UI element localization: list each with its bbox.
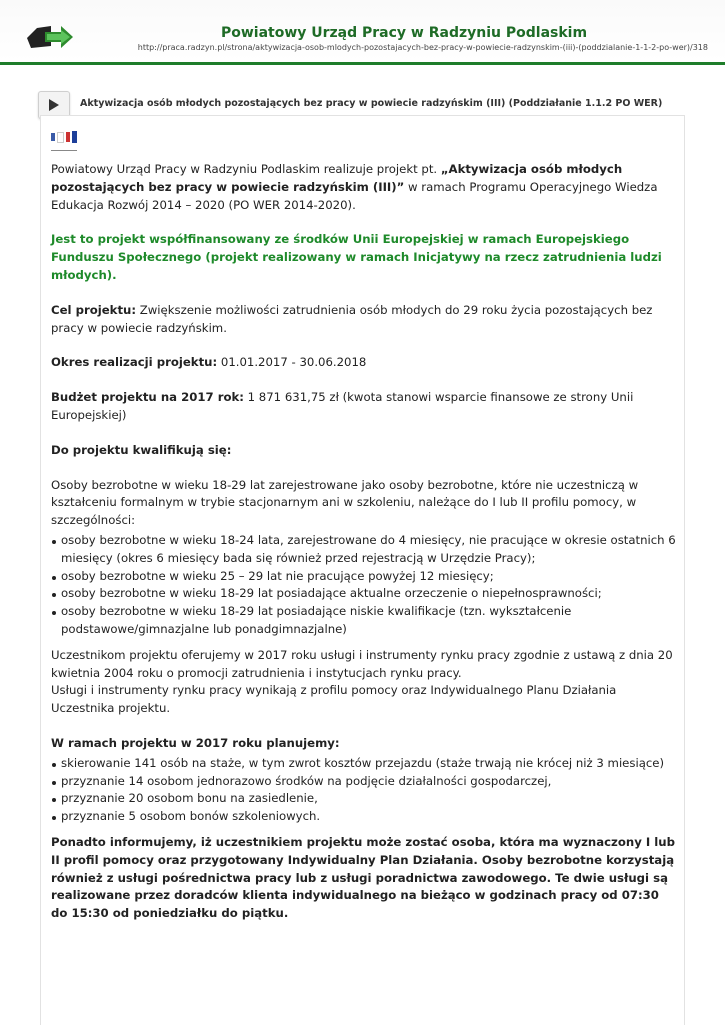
- site-header: [0, 0, 725, 65]
- cofinance-note: Jest to projekt współfinansowany ze środków Unii Europejskiej w ramach Europejskiego Funduszu Społecznego (projekt realizowany w ramach Inicjatywy na rzecz zatrudnienia ludzi młodych).: [51, 232, 662, 282]
- qualify-intro: Osoby bezrobotne w wieku 18-29 lat zarejestrowane jako osoby bezrobotne, które nie uczestniczą w kształceniu formalnym w trybie stacjonarnym ani w szkoleniu, należące do I lub II profilu pomocy, w szczególności:: [51, 477, 639, 528]
- project-period: Okres realizacji projektu: 01.01.2017 - 30.06.2018: [51, 355, 367, 370]
- page-url: http://praca.radzyn.pl/strona/aktywizacja-osob-mlodych-pozostajacych-bez-pracy-w-powiecie-radzynskim-(iii)-(poddzialanie-1-1-2-po-wer)/318: [137, 43, 708, 52]
- article-header: [0, 77, 725, 113]
- offer-paragraph-1: Uczestnikom projektu oferujemy w 2017 roku usługi i instrumenty rynku pracy zgodnie z ustawą z dnia 20 kwietnia 2004 roku o promocji zatrudnienia i instytucjach rynku pracy.: [51, 647, 673, 680]
- list-item: przyznanie 5 osobom bonów szkoleniowych.: [61, 808, 676, 826]
- list-item: osoby bezrobotne w wieku 25 – 29 lat nie pracujące powyżej 12 miesięcy;: [61, 568, 676, 586]
- article-card: [40, 115, 685, 1025]
- pup-logo-icon[interactable]: [27, 22, 75, 52]
- project-budget: Budżet projektu na 2017 rok: 1 871 631,75 zł (kwota stanowi wsparcie finansowe ze strony Unii Europejskiej): [51, 390, 634, 422]
- qualify-heading: Do projektu kwalifikują się:: [51, 442, 232, 457]
- list-item: osoby bezrobotne w wieku 18-29 lat posiadające aktualne orzeczenie o niepełnosprawności;: [61, 585, 676, 603]
- eu-logos-thumbnail: [51, 130, 77, 151]
- play-arrow-icon: [48, 98, 60, 112]
- offer-paragraph-2: Usługi i instrumenty rynku pracy wynikają z profilu pomocy oraz Indywidualnego Planu Działania Uczestnika projektu.: [51, 683, 617, 716]
- plan-list: [51, 755, 676, 826]
- closing-paragraph: Ponadto informujemy, iż uczestnikiem projektu może zostać osoba, która ma wyznaczony I lub II profil pomocy oraz przygotowany Indywidualny Plan Działania. Osoby bezrobotne korzystają również z usługi pośrednictwa pracy lub z usługi poradnictwa zawodowego. Te dwie usługi są realizowane przez doradców klienta indywidualnego na bieżąco w godzinach pracy od 07:30 do 15:30 od poniedziałku do piątku.: [51, 834, 675, 921]
- article-title: Aktywizacja osób młodych pozostających bez pracy w powiecie radzyńskim (III) (Poddziałanie 1.1.2 PO WER): [80, 98, 663, 109]
- list-item: przyznanie 20 osobom bonu na zasiedlenie,: [61, 790, 676, 808]
- article-content: [41, 116, 676, 923]
- list-item: skierowanie 141 osób na staże, w tym zwrot kosztów przejazdu (staże trwają nie krócej niż 3 miesiące): [61, 755, 676, 773]
- eu-funds-icon: [51, 130, 77, 144]
- qualify-list: [51, 532, 676, 639]
- list-item: osoby bezrobotne w wieku 18-29 lat posiadające niskie kwalifikacje (tzn. wykształcenie podstawowe/gimnazjalne lub ponadgimnazjalne): [61, 603, 676, 639]
- site-title[interactable]: Powiatowy Urząd Pracy w Radzyniu Podlaskim: [220, 25, 588, 41]
- project-goal: Cel projektu: Zwiększenie możliwości zatrudnienia osób młodych do 29 roku życia pozostających bez pracy w powiecie radzyńskim.: [51, 302, 653, 335]
- intro-paragraph: Powiatowy Urząd Pracy w Radzyniu Podlaskim realizuje projekt pt. „Aktywizacja osób młodych pozostających bez pracy w powiecie radzyńskim (III)” w ramach Programu Operacyjnego Wiedza Edukacja Rozwój 2014 – 2020 (PO WER 2014-2020).: [51, 162, 658, 212]
- plan-heading: W ramach projektu w 2017 roku planujemy:: [51, 735, 340, 750]
- list-item: przyznanie 14 osobom jednorazowo środków na podjęcie działalności gospodarczej,: [61, 773, 676, 791]
- list-item: osoby bezrobotne w wieku 18-24 lata, zarejestrowane do 4 miesięcy, nie pracujące w okresie ostatnich 6 miesięcy (okres 6 miesięcy bada się również przed rejestracją w Urzędzie Pracy);: [61, 532, 676, 568]
